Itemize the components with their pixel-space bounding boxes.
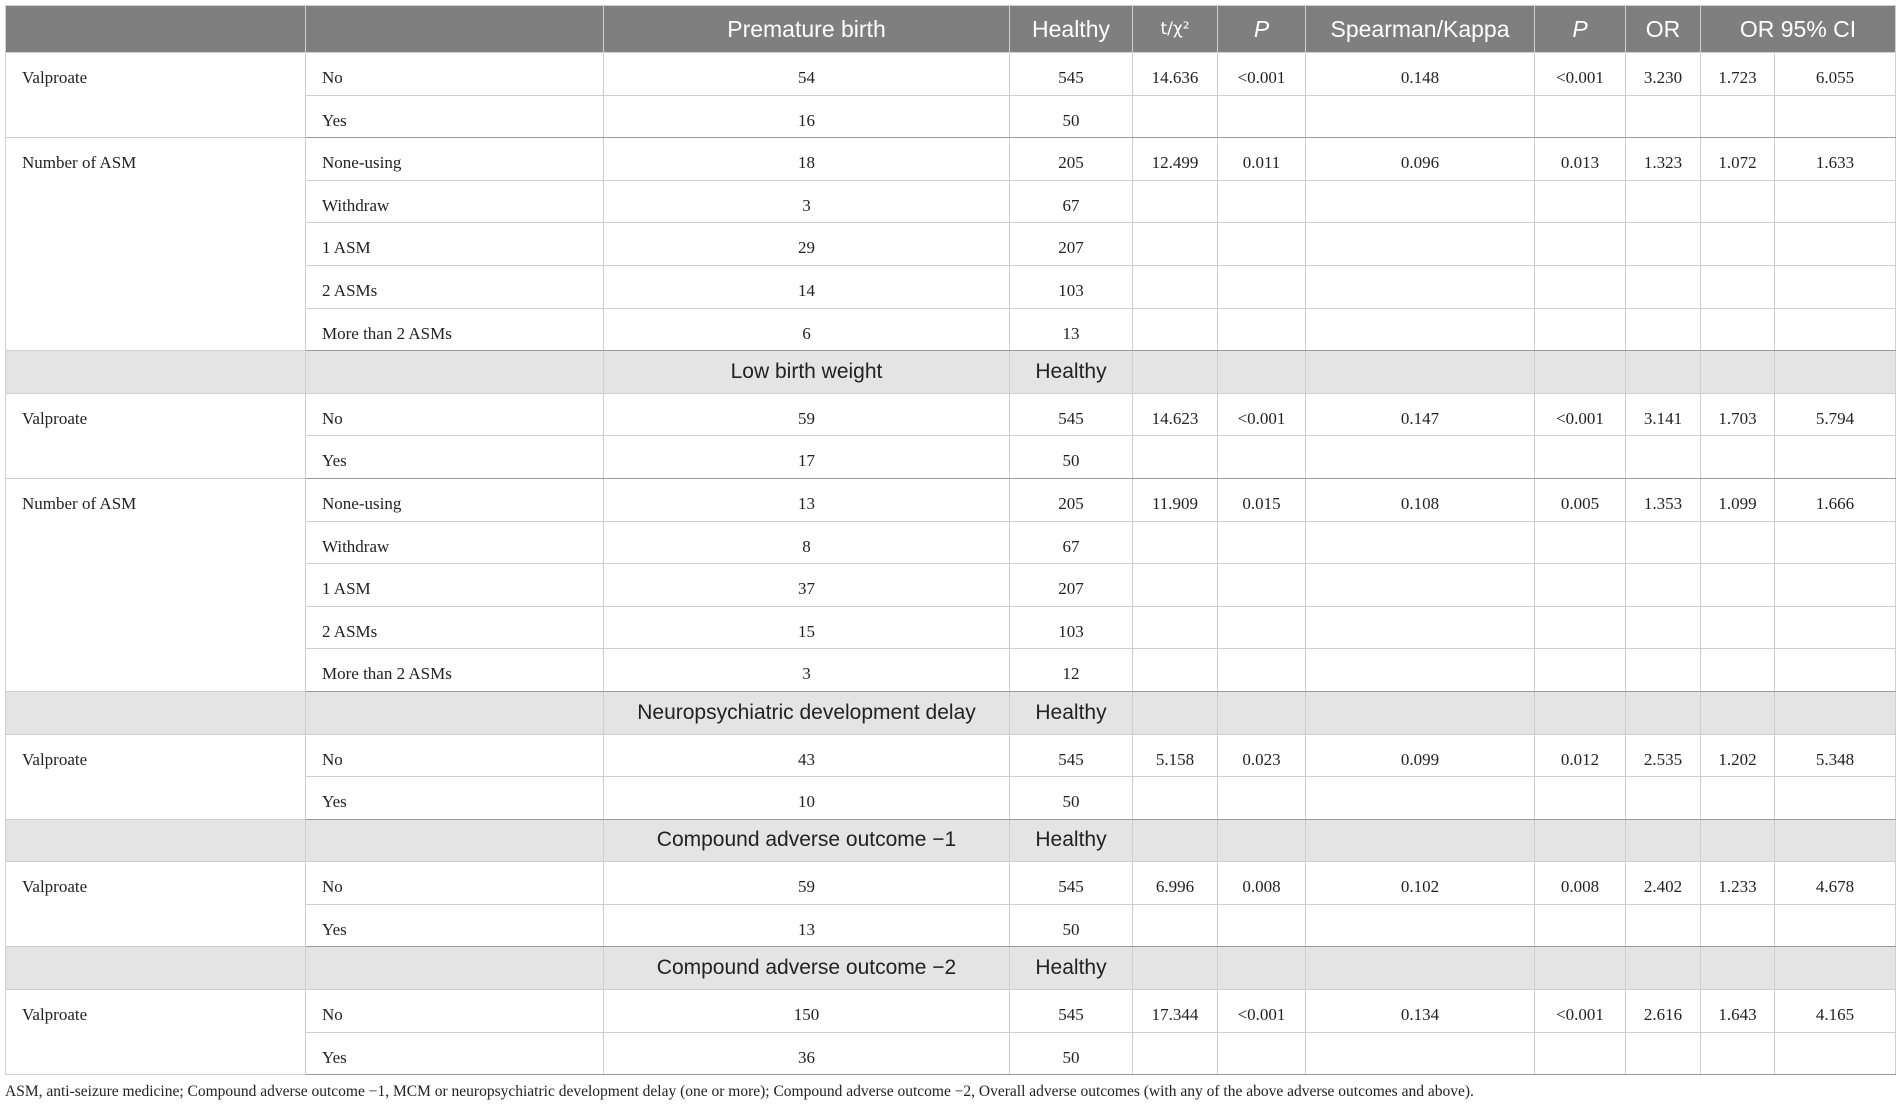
p-value-cell: 0.008 — [1218, 862, 1306, 905]
ci-lower-cell: 1.072 — [1701, 138, 1775, 181]
subheader-blank — [1701, 351, 1775, 394]
empty-cell — [1535, 904, 1626, 947]
empty-cell — [1218, 521, 1306, 564]
empty-cell — [1701, 649, 1775, 692]
ci-upper-cell: 4.165 — [1775, 990, 1896, 1033]
results-table-container — [5, 5, 1895, 1075]
subheader-blank — [1306, 947, 1535, 990]
subheader-control: Healthy — [1010, 351, 1133, 394]
test-statistic-cell: 14.636 — [1133, 53, 1218, 96]
empty-cell — [1626, 564, 1701, 607]
test-statistic-cell: 17.344 — [1133, 990, 1218, 1033]
variable-cell: Valproate — [6, 734, 306, 819]
p-value-cell: 0.011 — [1218, 138, 1306, 181]
subheader-blank — [1626, 819, 1701, 862]
group-count-cell: 18 — [604, 138, 1010, 181]
subheader-control: Healthy — [1010, 691, 1133, 734]
correlation-cell: 0.147 — [1306, 393, 1535, 436]
empty-cell — [1626, 649, 1701, 692]
subheader-blank — [6, 351, 306, 394]
ci-upper-cell: 5.794 — [1775, 393, 1896, 436]
empty-cell — [1701, 436, 1775, 479]
subheader-blank — [1775, 819, 1896, 862]
subheader-blank — [1133, 691, 1218, 734]
level-cell: No — [306, 990, 604, 1033]
group-count-cell: 36 — [604, 1032, 1010, 1075]
header-confidence-interval: OR 95% CI — [1701, 6, 1896, 53]
control-count-cell: 103 — [1010, 265, 1133, 308]
ci-lower-cell: 1.099 — [1701, 478, 1775, 521]
empty-cell — [1133, 223, 1218, 266]
p-value-2-cell: 0.008 — [1535, 862, 1626, 905]
correlation-cell: 0.148 — [1306, 53, 1535, 96]
subheader-blank — [1218, 351, 1306, 394]
empty-cell — [1535, 95, 1626, 138]
p-value-2-cell: 0.013 — [1535, 138, 1626, 181]
subheader-blank — [1133, 351, 1218, 394]
level-cell: None-using — [306, 138, 604, 181]
p-value-cell: <0.001 — [1218, 990, 1306, 1033]
subheader-blank — [1775, 691, 1896, 734]
group-count-cell: 15 — [604, 606, 1010, 649]
table-row — [6, 990, 1896, 1033]
p-value-cell: 0.015 — [1218, 478, 1306, 521]
empty-cell — [1775, 95, 1896, 138]
subheader-blank — [6, 691, 306, 734]
control-count-cell: 67 — [1010, 521, 1133, 564]
subheader-blank — [1306, 691, 1535, 734]
odds-ratio-cell: 1.323 — [1626, 138, 1701, 181]
empty-cell — [1775, 1032, 1896, 1075]
group-count-cell: 3 — [604, 180, 1010, 223]
group-count-cell: 43 — [604, 734, 1010, 777]
empty-cell — [1218, 1032, 1306, 1075]
group-count-cell: 8 — [604, 521, 1010, 564]
level-cell: No — [306, 862, 604, 905]
level-cell: Yes — [306, 904, 604, 947]
group-count-cell: 10 — [604, 777, 1010, 820]
level-cell: Yes — [306, 95, 604, 138]
subheader-blank — [1218, 947, 1306, 990]
odds-ratio-cell: 2.402 — [1626, 862, 1701, 905]
empty-cell — [1306, 564, 1535, 607]
header-test-statistic: t/χ² — [1133, 6, 1218, 53]
empty-cell — [1626, 308, 1701, 351]
empty-cell — [1535, 265, 1626, 308]
empty-cell — [1218, 777, 1306, 820]
empty-cell — [1626, 521, 1701, 564]
empty-cell — [1306, 1032, 1535, 1075]
control-count-cell: 103 — [1010, 606, 1133, 649]
subheader-blank — [306, 819, 604, 862]
empty-cell — [1306, 436, 1535, 479]
empty-cell — [1306, 521, 1535, 564]
subheader-outcome: Neuropsychiatric development delay — [604, 691, 1010, 734]
header-blank-variable — [6, 6, 306, 53]
group-count-cell: 14 — [604, 265, 1010, 308]
correlation-cell: 0.102 — [1306, 862, 1535, 905]
correlation-cell: 0.134 — [1306, 990, 1535, 1033]
control-count-cell: 205 — [1010, 478, 1133, 521]
empty-cell — [1218, 95, 1306, 138]
empty-cell — [1535, 180, 1626, 223]
variable-cell: Number of ASM — [6, 138, 306, 351]
ci-upper-cell: 5.348 — [1775, 734, 1896, 777]
level-cell: More than 2 ASMs — [306, 308, 604, 351]
empty-cell — [1626, 265, 1701, 308]
empty-cell — [1535, 223, 1626, 266]
control-count-cell: 67 — [1010, 180, 1133, 223]
ci-lower-cell: 1.233 — [1701, 862, 1775, 905]
subheader-blank — [1535, 947, 1626, 990]
p-value-cell: <0.001 — [1218, 53, 1306, 96]
empty-cell — [1701, 180, 1775, 223]
group-count-cell: 17 — [604, 436, 1010, 479]
p-value-2-cell: <0.001 — [1535, 393, 1626, 436]
p-value-2-cell: 0.005 — [1535, 478, 1626, 521]
subheader-blank — [1775, 351, 1896, 394]
empty-cell — [1535, 308, 1626, 351]
level-cell: No — [306, 393, 604, 436]
subheader-blank — [1701, 819, 1775, 862]
subheader-blank — [1535, 351, 1626, 394]
ci-lower-cell: 1.643 — [1701, 990, 1775, 1033]
empty-cell — [1133, 564, 1218, 607]
empty-cell — [1306, 649, 1535, 692]
test-statistic-cell: 11.909 — [1133, 478, 1218, 521]
empty-cell — [1218, 308, 1306, 351]
empty-cell — [1218, 904, 1306, 947]
group-count-cell: 13 — [604, 478, 1010, 521]
empty-cell — [1775, 521, 1896, 564]
table-body — [6, 53, 1896, 1075]
table-row — [6, 734, 1896, 777]
variable-cell: Number of ASM — [6, 478, 306, 691]
control-count-cell: 207 — [1010, 223, 1133, 266]
correlation-cell: 0.099 — [1306, 734, 1535, 777]
table-row — [6, 138, 1896, 181]
level-cell: Yes — [306, 1032, 604, 1075]
p-value-2-cell: <0.001 — [1535, 53, 1626, 96]
subheader-blank — [1626, 351, 1701, 394]
variable-cell: Valproate — [6, 393, 306, 478]
subheader-row — [6, 819, 1896, 862]
subheader-blank — [1218, 691, 1306, 734]
empty-cell — [1775, 777, 1896, 820]
empty-cell — [1218, 606, 1306, 649]
empty-cell — [1306, 223, 1535, 266]
empty-cell — [1775, 308, 1896, 351]
empty-cell — [1535, 521, 1626, 564]
empty-cell — [1306, 265, 1535, 308]
group-count-cell: 13 — [604, 904, 1010, 947]
subheader-row — [6, 351, 1896, 394]
correlation-cell: 0.096 — [1306, 138, 1535, 181]
empty-cell — [1306, 606, 1535, 649]
level-cell: Withdraw — [306, 521, 604, 564]
group-count-cell: 16 — [604, 95, 1010, 138]
table-footnote: ASM, anti-seizure medicine; Compound adverse outcome −1, MCM or neuropsychiatric development delay (one or more); Compound adverse outcome −2, Overall adverse outcomes (with any of the above adverse outcomes and above). — [5, 1083, 1474, 1100]
odds-ratio-cell: 3.141 — [1626, 393, 1701, 436]
odds-ratio-cell: 2.535 — [1626, 734, 1701, 777]
subheader-blank — [6, 819, 306, 862]
subheader-control: Healthy — [1010, 947, 1133, 990]
group-count-cell: 37 — [604, 564, 1010, 607]
header-p-value: P — [1218, 6, 1306, 53]
empty-cell — [1133, 606, 1218, 649]
empty-cell — [1626, 180, 1701, 223]
empty-cell — [1701, 777, 1775, 820]
ci-upper-cell: 6.055 — [1775, 53, 1896, 96]
empty-cell — [1133, 265, 1218, 308]
subheader-control: Healthy — [1010, 819, 1133, 862]
level-cell: 2 ASMs — [306, 606, 604, 649]
empty-cell — [1626, 904, 1701, 947]
empty-cell — [1701, 606, 1775, 649]
empty-cell — [1701, 308, 1775, 351]
control-count-cell: 545 — [1010, 990, 1133, 1033]
test-statistic-cell: 6.996 — [1133, 862, 1218, 905]
empty-cell — [1535, 606, 1626, 649]
empty-cell — [1133, 649, 1218, 692]
empty-cell — [1775, 436, 1896, 479]
empty-cell — [1701, 223, 1775, 266]
empty-cell — [1535, 1032, 1626, 1075]
correlation-cell: 0.108 — [1306, 478, 1535, 521]
control-count-cell: 545 — [1010, 53, 1133, 96]
empty-cell — [1701, 521, 1775, 564]
empty-cell — [1626, 223, 1701, 266]
empty-cell — [1701, 95, 1775, 138]
level-cell: 2 ASMs — [306, 265, 604, 308]
header-group: Premature birth — [604, 6, 1010, 53]
subheader-row — [6, 947, 1896, 990]
subheader-blank — [1701, 691, 1775, 734]
control-count-cell: 545 — [1010, 862, 1133, 905]
empty-cell — [1775, 649, 1896, 692]
empty-cell — [1535, 649, 1626, 692]
subheader-blank — [1535, 819, 1626, 862]
p-value-2-cell: 0.012 — [1535, 734, 1626, 777]
subheader-blank — [1626, 947, 1701, 990]
header-control: Healthy — [1010, 6, 1133, 53]
subheader-blank — [1133, 819, 1218, 862]
subheader-blank — [1218, 819, 1306, 862]
empty-cell — [1626, 777, 1701, 820]
control-count-cell: 545 — [1010, 734, 1133, 777]
empty-cell — [1535, 777, 1626, 820]
subheader-blank — [1306, 351, 1535, 394]
subheader-blank — [1775, 947, 1896, 990]
level-cell: Yes — [306, 777, 604, 820]
empty-cell — [1133, 904, 1218, 947]
group-count-cell: 6 — [604, 308, 1010, 351]
subheader-blank — [306, 351, 604, 394]
table-header-row — [6, 6, 1896, 53]
empty-cell — [1775, 904, 1896, 947]
empty-cell — [1306, 180, 1535, 223]
level-cell: 1 ASM — [306, 223, 604, 266]
subheader-blank — [1306, 819, 1535, 862]
subheader-blank — [1626, 691, 1701, 734]
table-row — [6, 53, 1896, 96]
subheader-blank — [306, 947, 604, 990]
control-count-cell: 50 — [1010, 777, 1133, 820]
test-statistic-cell: 14.623 — [1133, 393, 1218, 436]
table-row — [6, 862, 1896, 905]
empty-cell — [1701, 265, 1775, 308]
empty-cell — [1775, 606, 1896, 649]
empty-cell — [1133, 1032, 1218, 1075]
subheader-row — [6, 691, 1896, 734]
empty-cell — [1775, 180, 1896, 223]
level-cell: Yes — [306, 436, 604, 479]
group-count-cell: 59 — [604, 862, 1010, 905]
group-count-cell: 150 — [604, 990, 1010, 1033]
p-value-cell: <0.001 — [1218, 393, 1306, 436]
control-count-cell: 13 — [1010, 308, 1133, 351]
ci-lower-cell: 1.703 — [1701, 393, 1775, 436]
level-cell: No — [306, 53, 604, 96]
control-count-cell: 545 — [1010, 393, 1133, 436]
odds-ratio-cell: 3.230 — [1626, 53, 1701, 96]
empty-cell — [1306, 904, 1535, 947]
empty-cell — [1775, 265, 1896, 308]
level-cell: More than 2 ASMs — [306, 649, 604, 692]
group-count-cell: 3 — [604, 649, 1010, 692]
empty-cell — [1626, 436, 1701, 479]
ci-upper-cell: 1.633 — [1775, 138, 1896, 181]
level-cell: No — [306, 734, 604, 777]
subheader-blank — [1133, 947, 1218, 990]
variable-cell: Valproate — [6, 990, 306, 1075]
empty-cell — [1133, 777, 1218, 820]
subheader-outcome: Compound adverse outcome −2 — [604, 947, 1010, 990]
p-value-2-cell: <0.001 — [1535, 990, 1626, 1033]
empty-cell — [1535, 436, 1626, 479]
empty-cell — [1535, 564, 1626, 607]
empty-cell — [1218, 223, 1306, 266]
results-table — [5, 5, 1896, 1075]
level-cell: 1 ASM — [306, 564, 604, 607]
control-count-cell: 207 — [1010, 564, 1133, 607]
variable-cell: Valproate — [6, 53, 306, 138]
empty-cell — [1306, 777, 1535, 820]
header-p-value-2: P — [1535, 6, 1626, 53]
p-value-cell: 0.023 — [1218, 734, 1306, 777]
subheader-outcome: Compound adverse outcome −1 — [604, 819, 1010, 862]
ci-lower-cell: 1.202 — [1701, 734, 1775, 777]
subheader-blank — [1535, 691, 1626, 734]
odds-ratio-cell: 1.353 — [1626, 478, 1701, 521]
table-row — [6, 478, 1896, 521]
variable-cell: Valproate — [6, 862, 306, 947]
ci-lower-cell: 1.723 — [1701, 53, 1775, 96]
empty-cell — [1133, 521, 1218, 564]
group-count-cell: 59 — [604, 393, 1010, 436]
subheader-blank — [6, 947, 306, 990]
empty-cell — [1626, 1032, 1701, 1075]
empty-cell — [1133, 95, 1218, 138]
control-count-cell: 50 — [1010, 436, 1133, 479]
group-count-cell: 54 — [604, 53, 1010, 96]
empty-cell — [1218, 180, 1306, 223]
empty-cell — [1218, 265, 1306, 308]
empty-cell — [1626, 95, 1701, 138]
test-statistic-cell: 5.158 — [1133, 734, 1218, 777]
header-odds-ratio: OR — [1626, 6, 1701, 53]
empty-cell — [1218, 649, 1306, 692]
level-cell: None-using — [306, 478, 604, 521]
empty-cell — [1133, 436, 1218, 479]
empty-cell — [1218, 564, 1306, 607]
group-count-cell: 29 — [604, 223, 1010, 266]
control-count-cell: 50 — [1010, 1032, 1133, 1075]
empty-cell — [1306, 308, 1535, 351]
subheader-outcome: Low birth weight — [604, 351, 1010, 394]
ci-upper-cell: 1.666 — [1775, 478, 1896, 521]
empty-cell — [1775, 223, 1896, 266]
empty-cell — [1133, 308, 1218, 351]
control-count-cell: 50 — [1010, 904, 1133, 947]
level-cell: Withdraw — [306, 180, 604, 223]
table-row — [6, 393, 1896, 436]
odds-ratio-cell: 2.616 — [1626, 990, 1701, 1033]
control-count-cell: 205 — [1010, 138, 1133, 181]
empty-cell — [1306, 95, 1535, 138]
empty-cell — [1701, 904, 1775, 947]
control-count-cell: 12 — [1010, 649, 1133, 692]
control-count-cell: 50 — [1010, 95, 1133, 138]
subheader-blank — [1701, 947, 1775, 990]
test-statistic-cell: 12.499 — [1133, 138, 1218, 181]
empty-cell — [1775, 564, 1896, 607]
empty-cell — [1701, 564, 1775, 607]
empty-cell — [1218, 436, 1306, 479]
empty-cell — [1701, 1032, 1775, 1075]
header-correlation: Spearman/Kappa — [1306, 6, 1535, 53]
ci-upper-cell: 4.678 — [1775, 862, 1896, 905]
header-blank-level — [306, 6, 604, 53]
empty-cell — [1133, 180, 1218, 223]
empty-cell — [1626, 606, 1701, 649]
subheader-blank — [306, 691, 604, 734]
